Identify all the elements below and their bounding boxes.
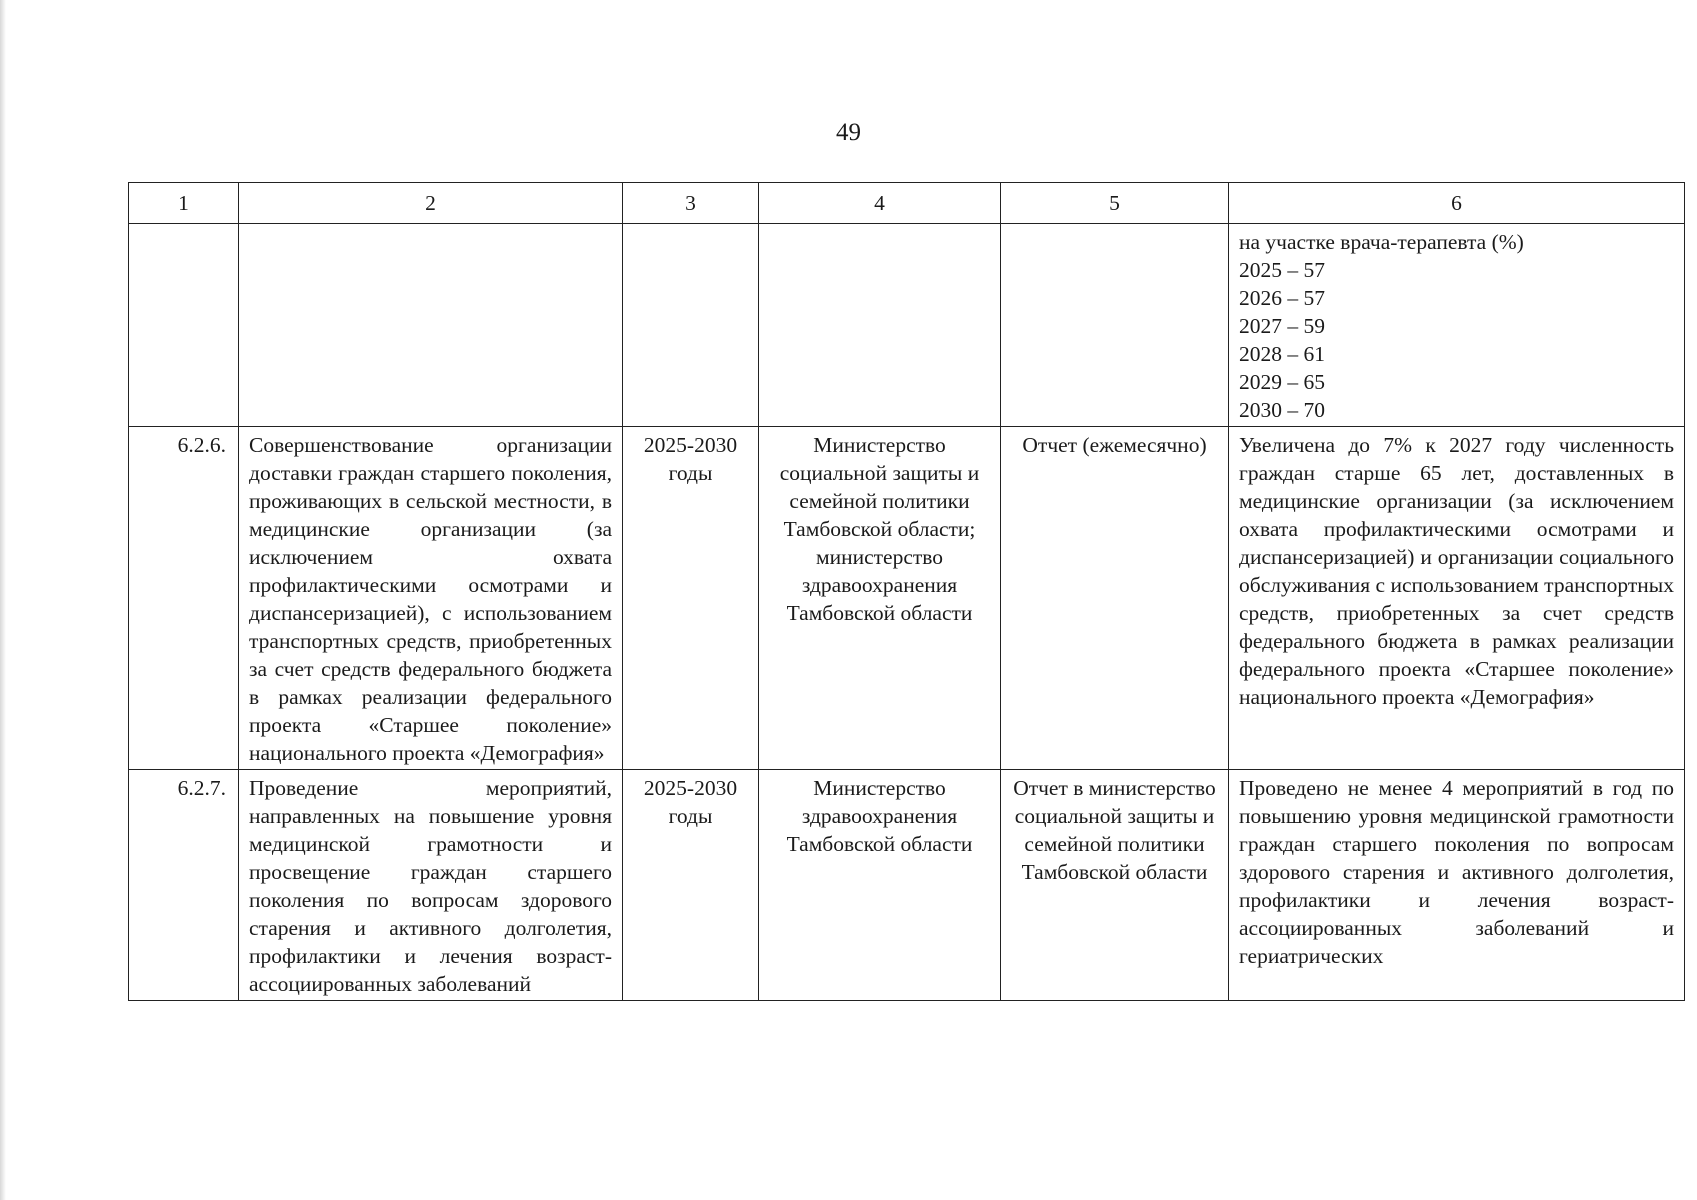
header-col-6: 6: [1229, 183, 1685, 224]
event-result: Увеличена до 7% к 2027 году численность граждан старше 65 лет, доставленных в медицинские организации (за исключением охвата профилактическими осмотрами и диспансеризацией) и организации социального обслуживания с использованием транспортных средств, приобретенных за счет средств федерального бюджета в рамках реализации федерального проекта «Старшее поколение» национального проекта «Демография»: [1229, 427, 1685, 770]
continuation-cell-2: [239, 224, 623, 427]
event-description: Совершенствование организации доставки граждан старшего поколения, проживающих в сельской местности, в медицинские организации (за исключением охвата профилактическими осмотрами и диспансеризацией), с использованием транспортных средств, приобретенных за счет средств федерального бюджета в рамках реализации федерального проекта «Старшее поколение» национального проекта «Демография»: [239, 427, 623, 770]
header-col-1: 1: [129, 183, 239, 224]
indicator-value-2030: 2030 – 70: [1239, 398, 1325, 422]
event-executor: Министерство здравоохранения Тамбовской области: [759, 770, 1001, 1001]
event-description: Проведение мероприятий, направленных на повышение уровня медицинской грамотности и просвещение граждан старшего поколения по вопросам здорового старения и активного долголетия, профилактики и лечения возраст-ассоциированных заболеваний: [239, 770, 623, 1001]
header-col-3: 3: [623, 183, 759, 224]
row-number: 6.2.7.: [129, 770, 239, 1001]
page-number: 49: [836, 119, 861, 146]
continuation-result-cell: [1229, 224, 1685, 427]
indicator-value-2028: 2028 – 61: [1239, 342, 1325, 366]
event-period: 2025-2030 годы: [623, 770, 759, 1001]
indicator-value-2025: 2025 – 57: [1239, 258, 1325, 282]
continuation-cell-1: [129, 224, 239, 427]
table-row-continuation: [129, 224, 1685, 427]
indicator-label: на участке врача-терапевта (%): [1239, 230, 1524, 254]
row-number: 6.2.6.: [129, 427, 239, 770]
header-col-4: 4: [759, 183, 1001, 224]
header-col-5: 5: [1001, 183, 1229, 224]
continuation-cell-3: [623, 224, 759, 427]
table-row: [129, 770, 1685, 1001]
header-col-2: 2: [239, 183, 623, 224]
scan-edge: [0, 0, 6, 1200]
indicator-value-2029: 2029 – 65: [1239, 370, 1325, 394]
header-row: [129, 183, 1685, 224]
event-reporting: Отчет в министерство социальной защиты и семейной политики Тамбовской области: [1001, 770, 1229, 1001]
indicator-value-2026: 2026 – 57: [1239, 286, 1325, 310]
measures-table: [128, 182, 1685, 1001]
continuation-cell-5: [1001, 224, 1229, 427]
event-result: Проведено не менее 4 мероприятий в год по повышению уровня медицинской грамотности граждан старшего поколения по вопросам здорового старения и активного долголетия, профилактики и лечения возраст-ассоциированных заболеваний и гериатрических: [1229, 770, 1685, 1001]
event-executor: Министерство социальной защиты и семейной политики Тамбовской области; министерство здравоохранения Тамбовской области: [759, 427, 1001, 770]
continuation-cell-4: [759, 224, 1001, 427]
table-row: [129, 427, 1685, 770]
event-reporting: Отчет (ежемесячно): [1001, 427, 1229, 770]
indicator-value-2027: 2027 – 59: [1239, 314, 1325, 338]
event-period: 2025-2030 годы: [623, 427, 759, 770]
